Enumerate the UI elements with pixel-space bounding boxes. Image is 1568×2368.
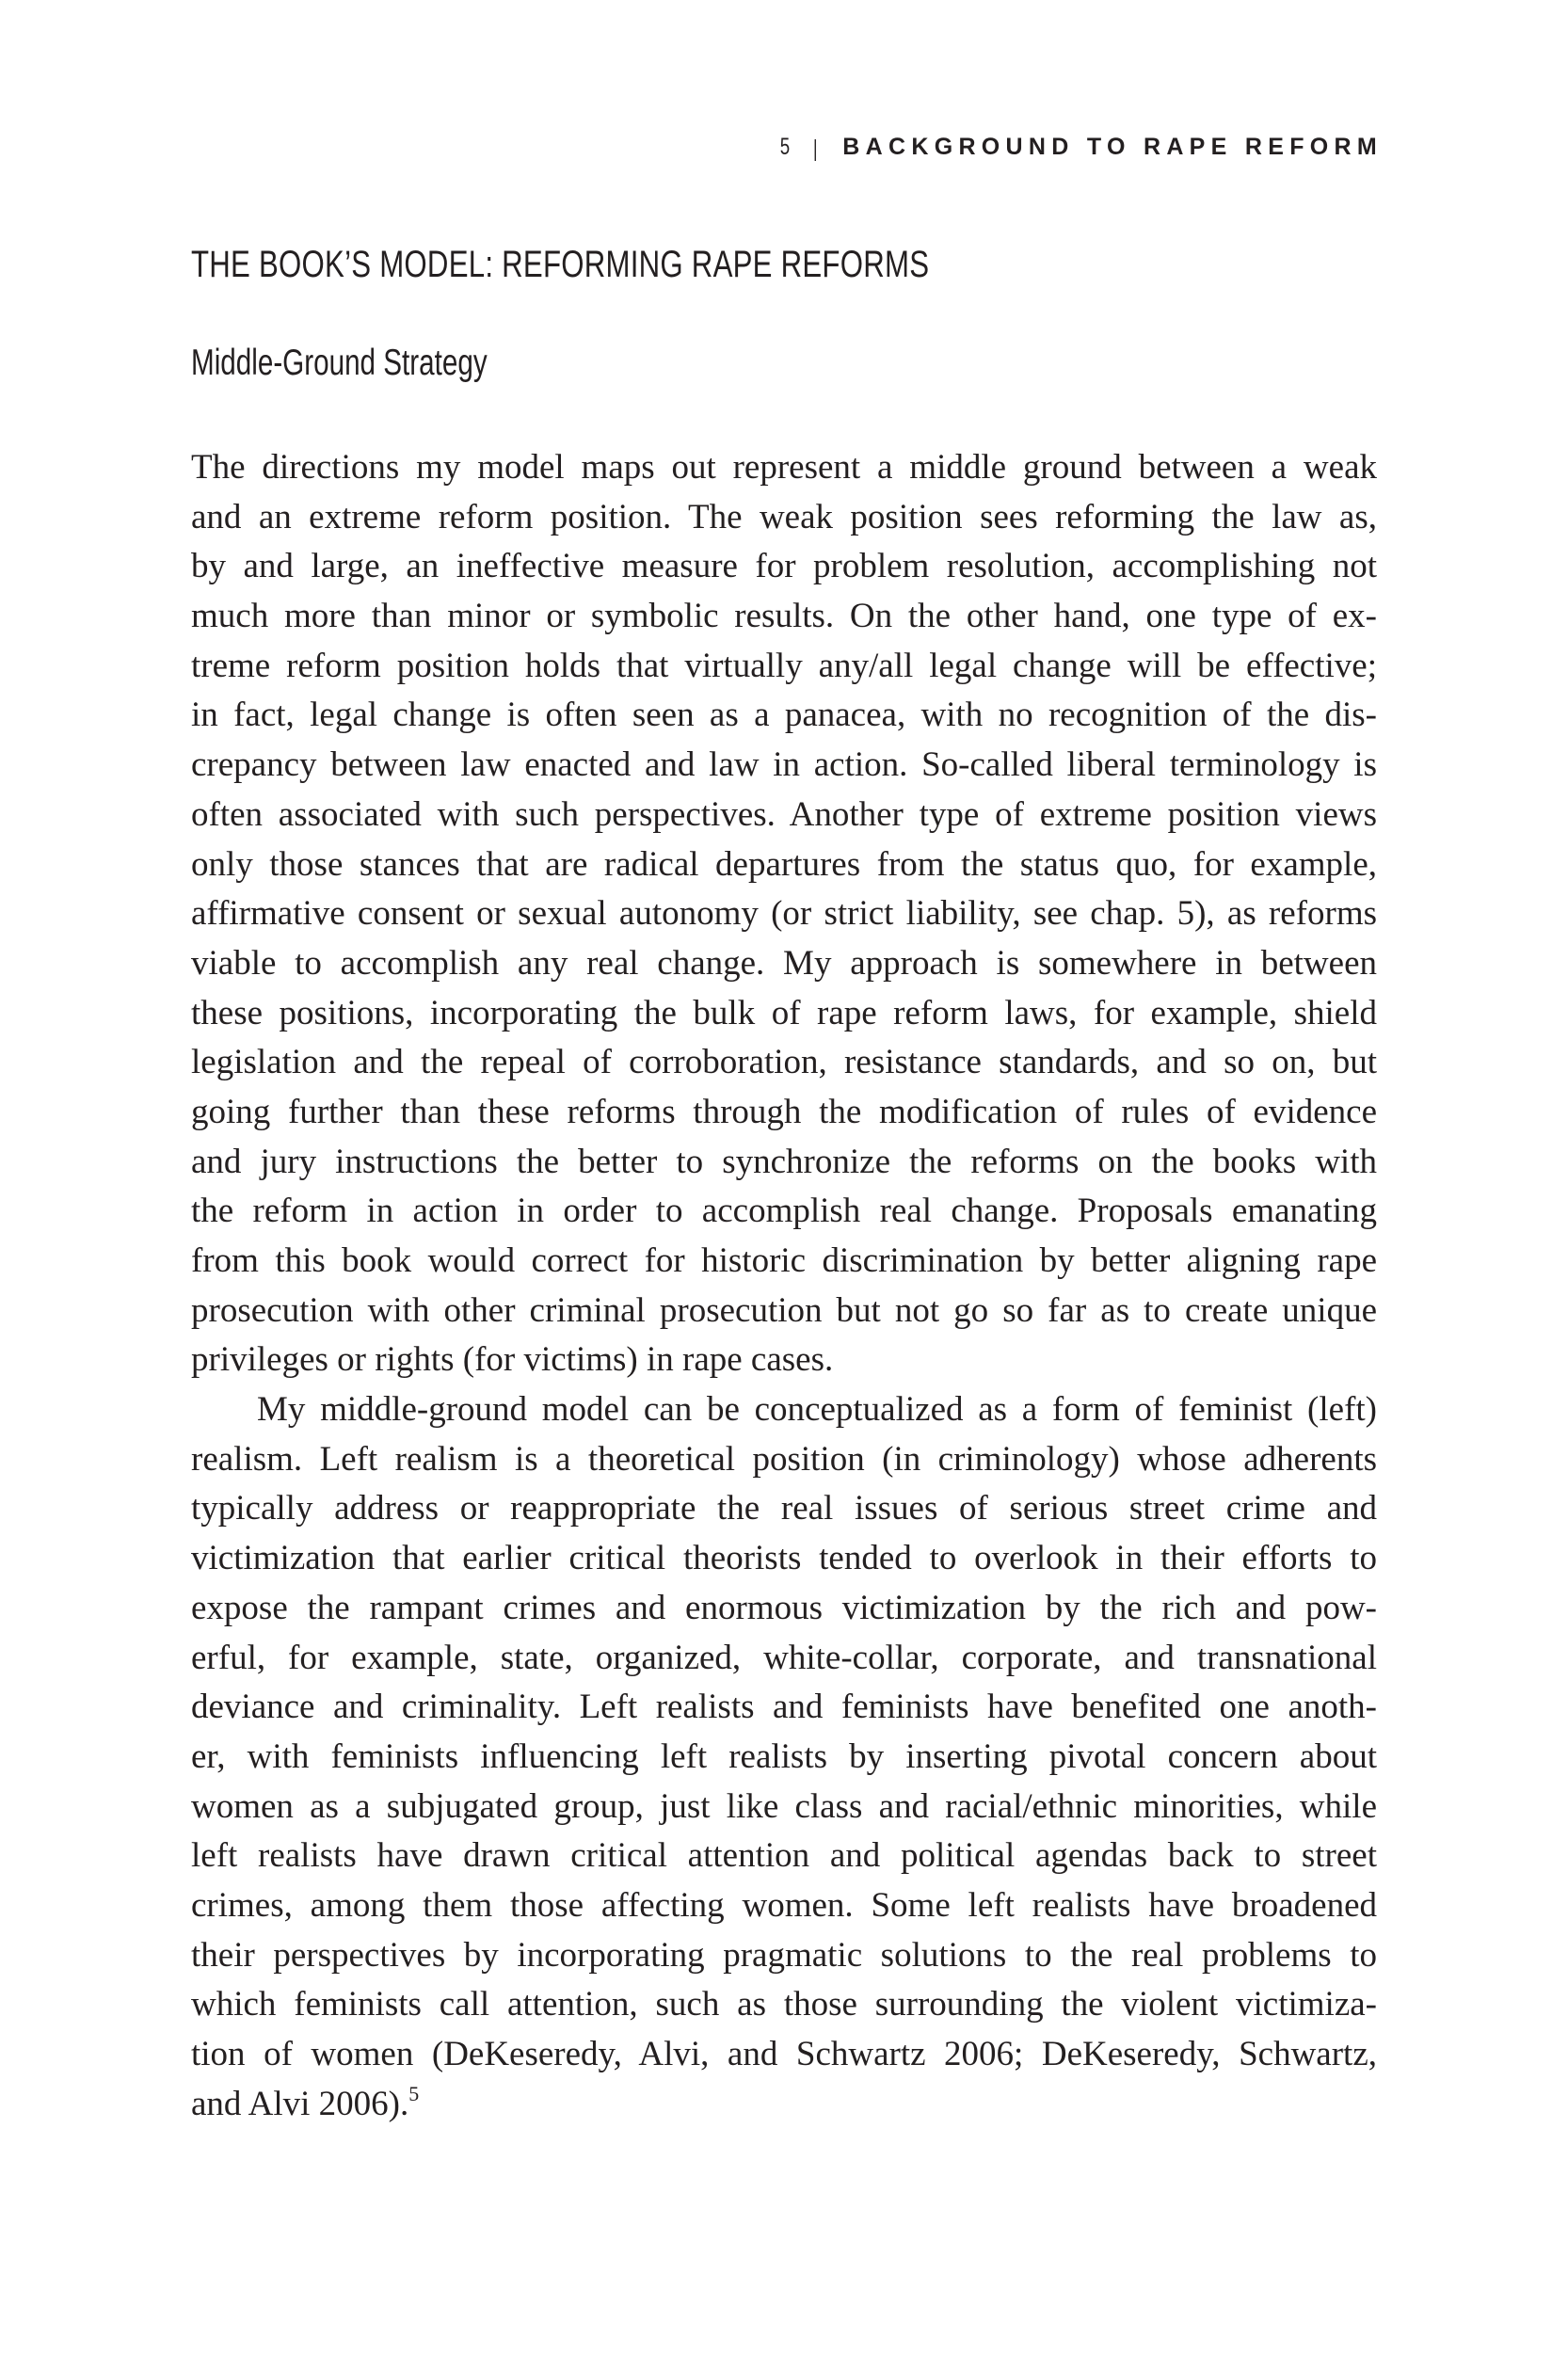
text-line: and an extreme reform position. The weak position sees reforming the law as, [191,497,1377,536]
text-line: left realists have drawn critical attention and political agendas back to street [191,1836,1377,1876]
text-line: My middle-ground model can be conceptualized as a form of feminist (left) [257,1390,1377,1430]
text-line: women as a subjugated group, just like class and racial/ethnic minorities, while [191,1786,1377,1826]
page-number: 5 [779,133,791,160]
running-head-separator: | [812,135,818,162]
paragraph-2 [191,1385,1377,2129]
text-line: prosecution with other criminal prosecution but not go so far as to create unique [191,1290,1377,1330]
text-line: privileges or rights (for victims) in rape cases. [191,1340,834,1380]
running-head-title: BACKGROUND TO RAPE REFORM [842,133,1383,160]
sub-heading: Middle-Ground Strategy [191,343,488,383]
text-line: treme reform position holds that virtually any/all legal change will be effective; [191,646,1377,685]
text-line: legislation and the repeal of corroboration, resistance standards, and so on, but [191,1043,1377,1082]
text-line: which feminists call attention, such as those surrounding the violent victimiza- [191,1985,1377,2024]
text-line-content: and Alvi 2006). [191,2084,409,2123]
text-line: their perspectives by incorporating pragmatic solutions to the real problems to [191,1935,1377,1975]
text-line: realism. Left realism is a theoretical position (in criminology) whose adherents [191,1439,1377,1479]
text-line: tion of women (DeKeseredy, Alvi, and Schwartz 2006; DeKeseredy, Schwartz, [191,2035,1377,2073]
text-line: and jury instructions the better to synchronize the reforms on the books with [191,1142,1377,1181]
text-line: typically address or reappropriate the real issues of serious street crime and [191,1489,1377,1528]
text-line: deviance and criminality. Left realists and feminists have benefited one anoth- [191,1688,1377,1727]
text-line: much more than minor or symbolic results. On the other hand, one type of ex- [191,597,1377,636]
text-line: affirmative consent or sexual autonomy (or strict liability, see chap. 5), as reforms [191,894,1377,934]
text-line: the reform in action in order to accomplish real change. Proposals emanating [191,1192,1377,1231]
text-line: er, with feminists influencing left realists by inserting pivotal concern about [191,1736,1377,1776]
text-line: in fact, legal change is often seen as a panacea, with no recognition of the dis- [191,696,1377,735]
text-line: these positions, incorporating the bulk of rape reform laws, for example, shield [191,993,1377,1032]
text-line: expose the rampant crimes and enormous victimization by the rich and pow- [191,1588,1377,1627]
text-line: from this book would correct for historic discrimination by better aligning rape [191,1241,1377,1280]
text-line: by and large, an ineffective measure for problem resolution, accomplishing not [191,547,1377,586]
text-line: erful, for example, state, organized, white-collar, corporate, and transnational [191,1638,1377,1677]
text-line-final [191,2080,1377,2130]
text-line: The directions my model maps out represent a middle ground between a weak [191,448,1377,487]
text-line: going further than these reforms through the modification of rules of evidence [191,1092,1377,1131]
text-line: often associated with such perspectives. Another type of extreme position views [191,794,1377,834]
text-line: crimes, among them those affecting women. Some left realists have broadened [191,1885,1377,1925]
text-line: only those stances that are radical departures from the status quo, for example, [191,844,1377,884]
footnote-marker[interactable]: 5 [408,2081,420,2105]
text-line: viable to accomplish any real change. My approach is somewhere in between [191,943,1377,983]
text-line: crepancy between law enacted and law in action. So-called liberal terminology is [191,745,1377,785]
text-line: victimization that earlier critical theorists tended to overlook in their efforts to [191,1539,1377,1578]
body-text [191,443,1377,2129]
running-head [778,132,1383,162]
paragraph-1 [191,443,1377,1385]
section-heading: THE BOOK’S MODEL: REFORMING RAPE REFORMS [191,244,930,285]
